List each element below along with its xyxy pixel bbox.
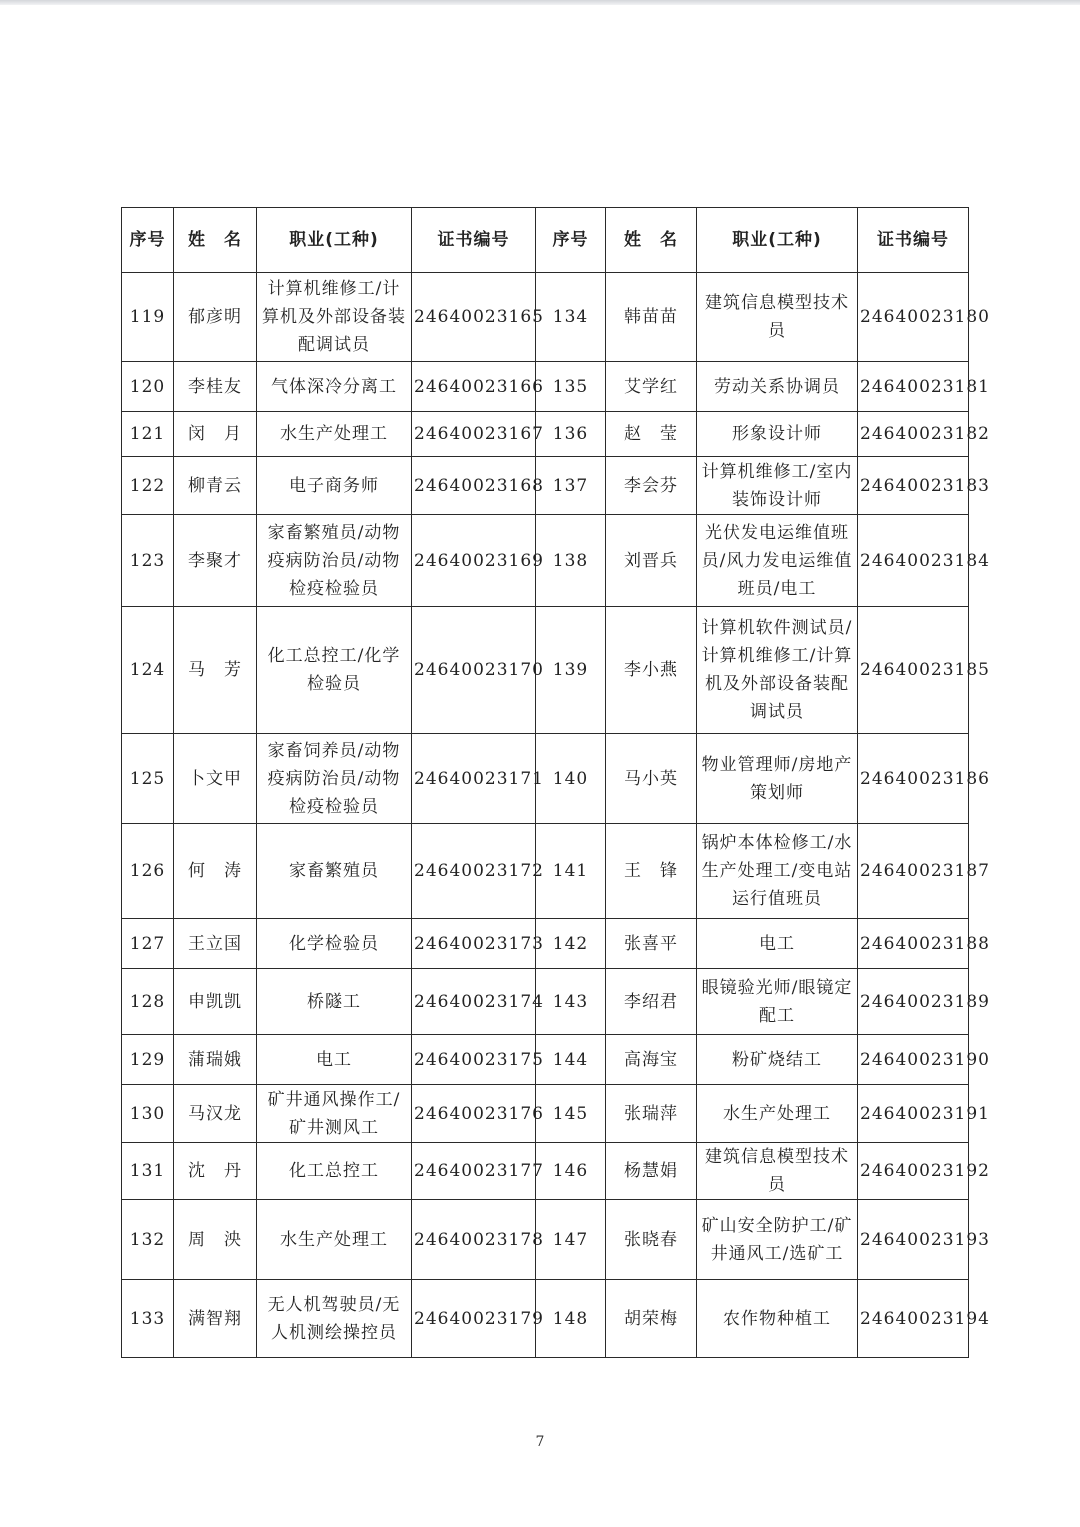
occupation-cell: 水生产处理工 bbox=[697, 1085, 858, 1143]
certificate-cell: 24640023179 bbox=[412, 1280, 536, 1358]
serial-cell: 138 bbox=[536, 515, 606, 607]
name-cell: 杨慧娟 bbox=[606, 1143, 697, 1200]
name-cell: 周 泱 bbox=[174, 1200, 257, 1280]
occupation-cell: 计算机软件测试员/计算机维修工/计算机及外部设备装配调试员 bbox=[697, 607, 858, 734]
name-cell: 刘晋兵 bbox=[606, 515, 697, 607]
occupation-cell: 眼镜验光师/眼镜定配工 bbox=[697, 969, 858, 1035]
serial-cell: 133 bbox=[122, 1280, 174, 1358]
table-row bbox=[122, 457, 969, 515]
certificate-cell: 24640023192 bbox=[858, 1143, 969, 1200]
certificate-cell: 24640023180 bbox=[858, 273, 969, 362]
page-number: 7 bbox=[535, 1434, 545, 1450]
serial-cell: 135 bbox=[536, 362, 606, 412]
certificate-cell: 24640023186 bbox=[858, 734, 969, 824]
header-name: 姓 名 bbox=[174, 208, 257, 273]
name-cell: 马小英 bbox=[606, 734, 697, 824]
header-certificate: 证书编号 bbox=[412, 208, 536, 273]
certificate-cell: 24640023190 bbox=[858, 1035, 969, 1085]
occupation-cell: 水生产处理工 bbox=[257, 412, 412, 457]
table-row bbox=[122, 824, 969, 919]
name-cell: 高海宝 bbox=[606, 1035, 697, 1085]
serial-cell: 137 bbox=[536, 457, 606, 515]
certificate-cell: 24640023166 bbox=[412, 362, 536, 412]
header-occupation: 职业(工种) bbox=[697, 208, 858, 273]
occupation-cell: 物业管理师/房地产策划师 bbox=[697, 734, 858, 824]
certificate-cell: 24640023170 bbox=[412, 607, 536, 734]
table-row bbox=[122, 1200, 969, 1280]
name-cell: 柳青云 bbox=[174, 457, 257, 515]
certificate-cell: 24640023168 bbox=[412, 457, 536, 515]
table-row bbox=[122, 919, 969, 969]
serial-cell: 125 bbox=[122, 734, 174, 824]
occupation-cell: 农作物种植工 bbox=[697, 1280, 858, 1358]
occupation-cell: 家畜饲养员/动物疫病防治员/动物检疫检验员 bbox=[257, 734, 412, 824]
certificate-cell: 24640023171 bbox=[412, 734, 536, 824]
name-cell: 张瑞萍 bbox=[606, 1085, 697, 1143]
table-row bbox=[122, 1085, 969, 1143]
occupation-cell: 锅炉本体检修工/水生产处理工/变电站运行值班员 bbox=[697, 824, 858, 919]
serial-cell: 123 bbox=[122, 515, 174, 607]
occupation-cell: 家畜繁殖员/动物疫病防治员/动物检疫检验员 bbox=[257, 515, 412, 607]
name-cell: 张晓春 bbox=[606, 1200, 697, 1280]
name-cell: 王立国 bbox=[174, 919, 257, 969]
header-certificate: 证书编号 bbox=[858, 208, 969, 273]
certificate-cell: 24640023182 bbox=[858, 412, 969, 457]
certificate-cell: 24640023174 bbox=[412, 969, 536, 1035]
certificate-cell: 24640023194 bbox=[858, 1280, 969, 1358]
certificate-cell: 24640023175 bbox=[412, 1035, 536, 1085]
occupation-cell: 矿井通风操作工/矿井测风工 bbox=[257, 1085, 412, 1143]
certificate-cell: 24640023191 bbox=[858, 1085, 969, 1143]
name-cell: 何 涛 bbox=[174, 824, 257, 919]
name-cell: 王 锋 bbox=[606, 824, 697, 919]
occupation-cell: 无人机驾驶员/无人机测绘操控员 bbox=[257, 1280, 412, 1358]
occupation-cell: 电工 bbox=[697, 919, 858, 969]
header-serial: 序号 bbox=[122, 208, 174, 273]
occupation-cell: 化工总控工/化学检验员 bbox=[257, 607, 412, 734]
certificate-cell: 24640023184 bbox=[858, 515, 969, 607]
occupation-cell: 气体深冷分离工 bbox=[257, 362, 412, 412]
occupation-cell: 电子商务师 bbox=[257, 457, 412, 515]
table-row bbox=[122, 1035, 969, 1085]
serial-cell: 146 bbox=[536, 1143, 606, 1200]
serial-cell: 136 bbox=[536, 412, 606, 457]
occupation-cell: 计算机维修工/计算机及外部设备装配调试员 bbox=[257, 273, 412, 362]
certificate-cell: 24640023185 bbox=[858, 607, 969, 734]
name-cell: 艾学红 bbox=[606, 362, 697, 412]
name-cell: 赵 莹 bbox=[606, 412, 697, 457]
occupation-cell: 计算机维修工/室内装饰设计师 bbox=[697, 457, 858, 515]
name-cell: 张喜平 bbox=[606, 919, 697, 969]
name-cell: 卜文甲 bbox=[174, 734, 257, 824]
occupation-cell: 电工 bbox=[257, 1035, 412, 1085]
name-cell: 李桂友 bbox=[174, 362, 257, 412]
name-cell: 满智翔 bbox=[174, 1280, 257, 1358]
certificate-cell: 24640023183 bbox=[858, 457, 969, 515]
table-row bbox=[122, 412, 969, 457]
serial-cell: 121 bbox=[122, 412, 174, 457]
table-row bbox=[122, 1280, 969, 1358]
serial-cell: 148 bbox=[536, 1280, 606, 1358]
certificate-cell: 24640023176 bbox=[412, 1085, 536, 1143]
serial-cell: 145 bbox=[536, 1085, 606, 1143]
table-row bbox=[122, 969, 969, 1035]
name-cell: 申凯凯 bbox=[174, 969, 257, 1035]
occupation-cell: 化工总控工 bbox=[257, 1143, 412, 1200]
name-cell: 闵 月 bbox=[174, 412, 257, 457]
serial-cell: 129 bbox=[122, 1035, 174, 1085]
certificate-cell: 24640023181 bbox=[858, 362, 969, 412]
serial-cell: 120 bbox=[122, 362, 174, 412]
serial-cell: 127 bbox=[122, 919, 174, 969]
certificate-cell: 24640023193 bbox=[858, 1200, 969, 1280]
certificate-cell: 24640023167 bbox=[412, 412, 536, 457]
occupation-cell: 建筑信息模型技术员 bbox=[697, 273, 858, 362]
page-top-edge bbox=[0, 0, 1080, 5]
name-cell: 郁彦明 bbox=[174, 273, 257, 362]
serial-cell: 140 bbox=[536, 734, 606, 824]
serial-cell: 147 bbox=[536, 1200, 606, 1280]
serial-cell: 130 bbox=[122, 1085, 174, 1143]
occupation-cell: 建筑信息模型技术员 bbox=[697, 1143, 858, 1200]
table-row bbox=[122, 273, 969, 362]
occupation-cell: 形象设计师 bbox=[697, 412, 858, 457]
certificate-cell: 24640023165 bbox=[412, 273, 536, 362]
name-cell: 李绍君 bbox=[606, 969, 697, 1035]
name-cell: 李会芬 bbox=[606, 457, 697, 515]
table-header-row bbox=[122, 208, 969, 273]
name-cell: 李聚才 bbox=[174, 515, 257, 607]
serial-cell: 144 bbox=[536, 1035, 606, 1085]
occupation-cell: 光伏发电运维值班员/风力发电运维值班员/电工 bbox=[697, 515, 858, 607]
occupation-cell: 桥隧工 bbox=[257, 969, 412, 1035]
serial-cell: 131 bbox=[122, 1143, 174, 1200]
header-name: 姓 名 bbox=[606, 208, 697, 273]
occupation-cell: 矿山安全防护工/矿井通风工/选矿工 bbox=[697, 1200, 858, 1280]
serial-cell: 132 bbox=[122, 1200, 174, 1280]
occupation-cell: 劳动关系协调员 bbox=[697, 362, 858, 412]
name-cell: 马 芳 bbox=[174, 607, 257, 734]
occupation-cell: 化学检验员 bbox=[257, 919, 412, 969]
name-cell: 胡荣梅 bbox=[606, 1280, 697, 1358]
serial-cell: 141 bbox=[536, 824, 606, 919]
certificate-cell: 24640023173 bbox=[412, 919, 536, 969]
name-cell: 马汉龙 bbox=[174, 1085, 257, 1143]
serial-cell: 119 bbox=[122, 273, 174, 362]
name-cell: 韩苗苗 bbox=[606, 273, 697, 362]
table-row bbox=[122, 734, 969, 824]
occupation-cell: 水生产处理工 bbox=[257, 1200, 412, 1280]
serial-cell: 128 bbox=[122, 969, 174, 1035]
certificate-cell: 24640023169 bbox=[412, 515, 536, 607]
table-row bbox=[122, 1143, 969, 1200]
serial-cell: 139 bbox=[536, 607, 606, 734]
name-cell: 蒲瑞娥 bbox=[174, 1035, 257, 1085]
name-cell: 李小燕 bbox=[606, 607, 697, 734]
certificate-cell: 24640023189 bbox=[858, 969, 969, 1035]
table-row bbox=[122, 362, 969, 412]
certificate-roster-table bbox=[121, 207, 990, 1358]
occupation-cell: 粉矿烧结工 bbox=[697, 1035, 858, 1085]
serial-cell: 126 bbox=[122, 824, 174, 919]
serial-cell: 142 bbox=[536, 919, 606, 969]
certificate-cell: 24640023188 bbox=[858, 919, 969, 969]
serial-cell: 143 bbox=[536, 969, 606, 1035]
serial-cell: 124 bbox=[122, 607, 174, 734]
certificate-cell: 24640023177 bbox=[412, 1143, 536, 1200]
table-row bbox=[122, 607, 969, 734]
certificate-cell: 24640023187 bbox=[858, 824, 969, 919]
certificate-cell: 24640023178 bbox=[412, 1200, 536, 1280]
table-body bbox=[122, 273, 990, 1358]
occupation-cell: 家畜繁殖员 bbox=[257, 824, 412, 919]
table-row bbox=[122, 515, 969, 607]
certificate-cell: 24640023172 bbox=[412, 824, 536, 919]
header-occupation: 职业(工种) bbox=[257, 208, 412, 273]
serial-cell: 122 bbox=[122, 457, 174, 515]
header-serial: 序号 bbox=[536, 208, 606, 273]
serial-cell: 134 bbox=[536, 273, 606, 362]
name-cell: 沈 丹 bbox=[174, 1143, 257, 1200]
